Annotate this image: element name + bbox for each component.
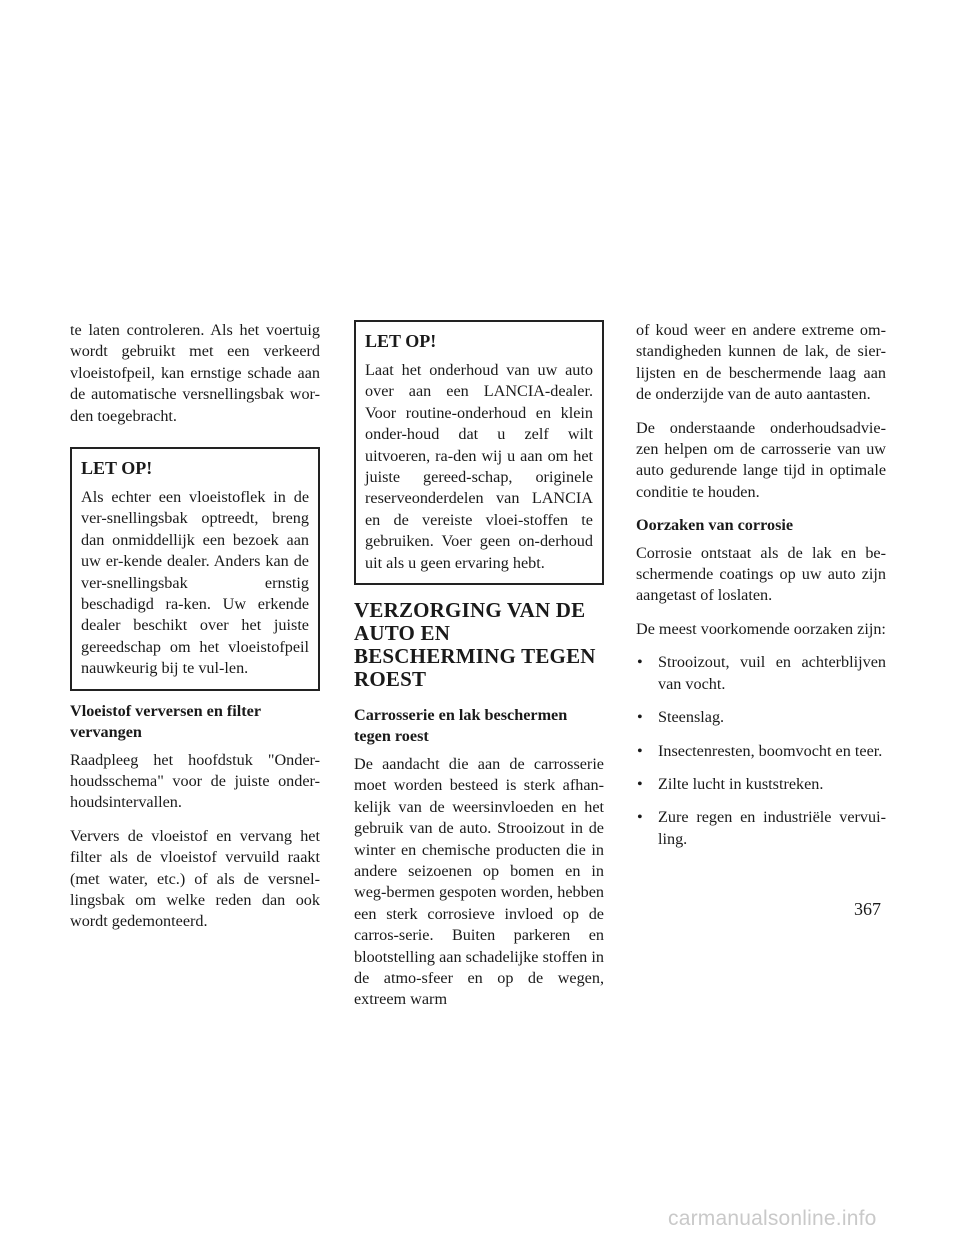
list-item: • Steenslag.: [636, 707, 886, 728]
body-paragraph: Ververs de vloeistof en vervang het filter als de vloeistof vervuild raakt (met water, etc.) of als de versnel-lingsbak om welke reden dan ook wordt gedemonteerd.: [70, 826, 320, 931]
bullet-icon: •: [637, 774, 643, 793]
section-subheading: Oorzaken van corrosie: [636, 516, 794, 535]
causes-list: [636, 652, 886, 850]
body-paragraph: of koud weer en andere extreme om-standigheden kunnen de lak, de sier-lijsten en de beschermende laag aan de onderzijde van de auto aantasten.: [636, 321, 886, 404]
warning-title: LET OP!: [81, 458, 153, 479]
warning-box: [354, 320, 604, 585]
body-paragraph: De onderstaande onderhoudsadvie-zen helpen om de carrosserie van uw auto gedurende lange tijd in optimale conditie te houden.: [636, 418, 886, 501]
section-subheading: Vloeistof verversen en filter vervangen: [70, 701, 261, 742]
warning-box: [70, 447, 320, 691]
list-item: • Zure regen en industriële vervui-ling.: [637, 808, 886, 848]
section-subheading: Carrosserie en lak beschermen tegen roest: [354, 706, 568, 746]
bullet-icon: •: [637, 808, 643, 827]
bullet-icon: •: [637, 741, 643, 760]
list-item: • Zilte lucht in kuststreken.: [636, 774, 886, 795]
list-item: • Strooizout, vuil en achterblijven van vocht.: [637, 653, 886, 693]
footer-watermark: carmanualsonline.info: [668, 1207, 877, 1230]
warning-title: LET OP!: [365, 331, 437, 351]
body-paragraph: De meest voorkomende oorzaken zijn:: [636, 619, 886, 638]
intro-paragraph: te laten controleren. Als het voertuig wordt gebruikt met een verkeerd vloeistofpeil, kan ernstige schade aan de automatische versnellingsbak wor-den toegebracht.: [70, 321, 320, 425]
list-item: • Insectenresten, boomvocht en teer.: [636, 741, 886, 762]
bullet-icon: •: [637, 708, 643, 727]
body-paragraph: Corrosie ontstaat als de lak en be-schermende coatings op uw auto zijn aangetast of loslaten.: [636, 543, 886, 605]
warning-text: Laat het onderhoud van uw auto over aan een LANCIA-dealer. Voor routine-onderhoud en klein onder-houd dat u zelf wilt uitvoeren, ra-den wij u aan om het juiste gereed-schap, originele reserveonderdelen van LANCIA en de vereiste vloei-stoffen te gebruiken. Voer geen on-derhoud uit als u geen ervaring hebt.: [365, 361, 593, 572]
column-right: [636, 320, 886, 862]
column-left: [70, 320, 320, 945]
page-number: 367: [854, 899, 881, 919]
section-heading: VERZORGING VAN DE AUTO EN BESCHERMING TEGEN ROEST: [354, 598, 596, 692]
bullet-icon: •: [637, 653, 643, 672]
body-paragraph: De aandacht die aan de carrosserie moet worden besteed is sterk afhan-kelijk van de weersinvloeden en het gebruik van de auto. Strooizout in de winter en chemische producten die in andere seizoenen op bomen en in weg-bermen gespoten worden, hebben een sterk corrosieve invloed op de carros-serie. Buiten parkeren en blootstelling aan schadelijke stoffen in de atmo-sfeer en op de wegen, extreem warm: [354, 754, 604, 1009]
column-middle: [354, 320, 604, 1023]
warning-text: Als echter een vloeistoflek in de ver-snellingsbak optreedt, breng dan onmiddellijk een bezoek aan uw er-kende dealer. Anders kan de ver-snellingsbak ernstig beschadigd ra-ken. Uw erkende dealer beschikt over het juiste gereedschap om het vloeistofpeil nauwkeurig bij te vul-len.: [81, 488, 309, 678]
body-paragraph: Raadpleeg het hoofdstuk "Onder-houdsschema" voor de juiste onder-houdsintervallen.: [70, 750, 320, 812]
